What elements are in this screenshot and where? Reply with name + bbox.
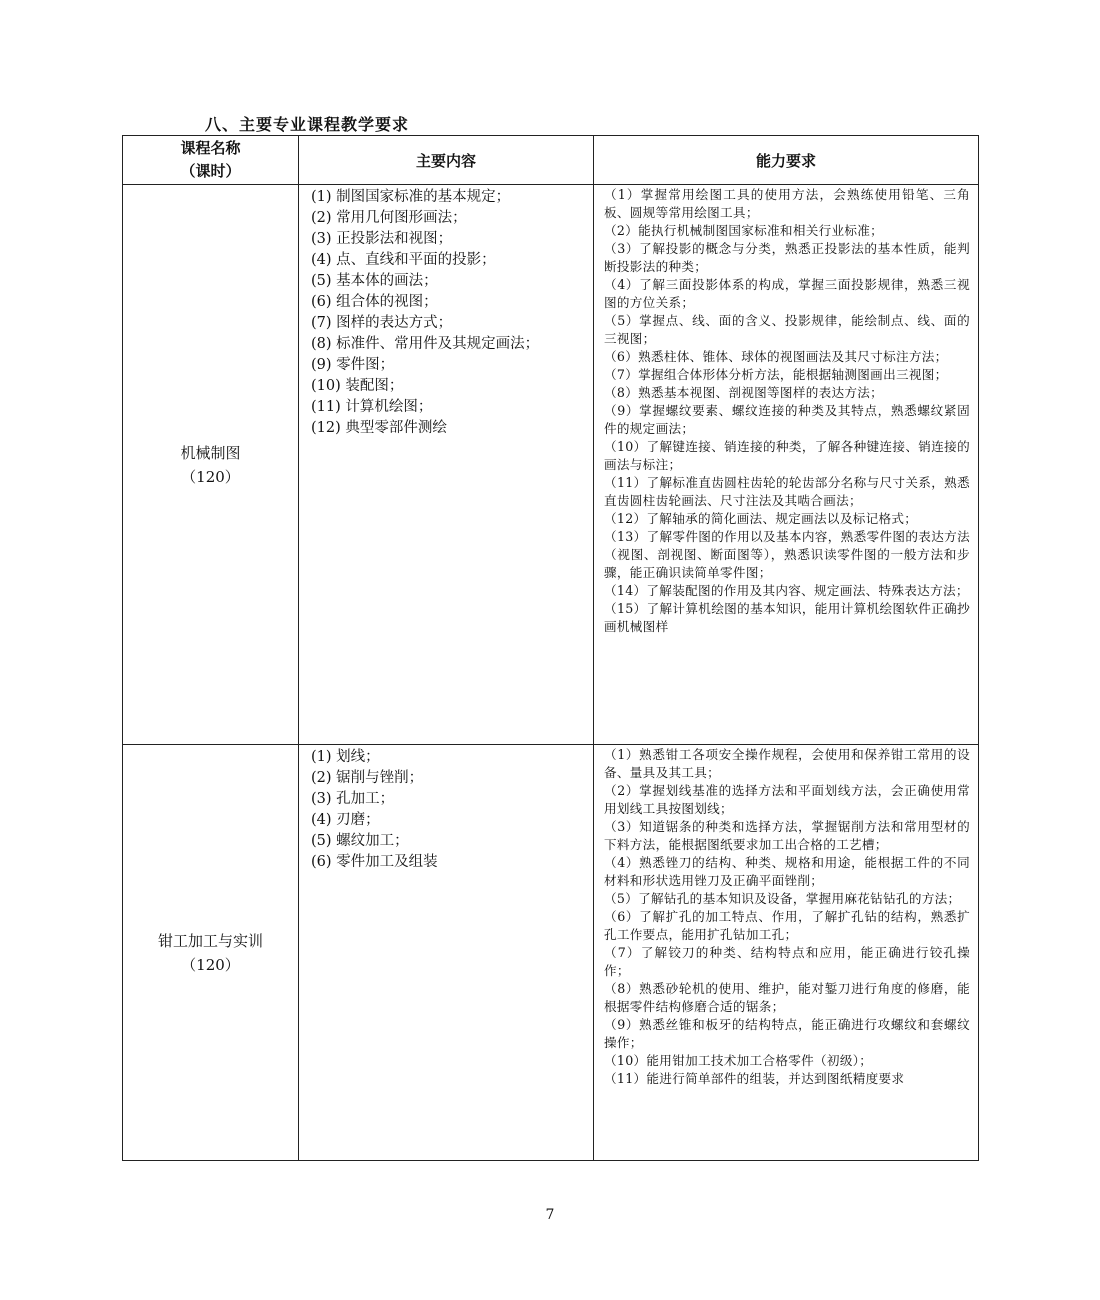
header-course-name-line1: 课程名称 — [180, 139, 241, 157]
ability-item: （10）了解键连接、销连接的种类，了解各种键连接、销连接的画法与标注； — [604, 439, 970, 472]
content-item: (11) 计算机绘图； — [311, 399, 433, 415]
ability-item: （5）掌握点、线、面的含义、投影规律，能绘制点、线、面的三视图； — [604, 313, 970, 346]
header-ability-requirements: 能力要求 — [594, 136, 979, 185]
header-course-name — [123, 136, 299, 185]
ability-item: （4）了解三面投影体系的构成，掌握三面投影规律，熟悉三视图的方位关系； — [604, 277, 970, 310]
main-content-cell — [299, 185, 594, 745]
content-item: (2) 常用几何图形画法； — [311, 210, 467, 226]
header-main-content: 主要内容 — [299, 136, 594, 185]
section-title: 八、主要专业课程教学要求 — [205, 115, 410, 134]
ability-item: （1）熟悉钳工各项安全操作规程，会使用和保养钳工常用的设备、量具及其工具； — [604, 747, 970, 780]
content-item: (3) 孔加工； — [311, 791, 395, 807]
ability-item: （1）掌握常用绘图工具的使用方法，会熟练使用铅笔、三角板、圆规等常用绘图工具； — [604, 187, 970, 220]
ability-item: （12）了解轴承的简化画法、规定画法以及标记格式； — [604, 511, 918, 526]
content-item: (6) 组合体的视图； — [311, 294, 438, 310]
ability-item: （10）能用钳加工技术加工合格零件（初级）； — [604, 1053, 873, 1068]
course-name-cell — [123, 185, 299, 745]
content-item: (3) 正投影法和视图； — [311, 231, 453, 247]
ability-item: （7）了解铰刀的种类、结构特点和应用，能正确进行铰孔操作； — [604, 945, 970, 978]
table-row — [123, 185, 979, 745]
ability-requirements-cell — [594, 185, 979, 745]
ability-item: （9）熟悉丝锥和板牙的结构特点，能正确进行攻螺纹和套螺纹操作； — [604, 1017, 970, 1050]
content-item: (12) 典型零部件测绘 — [311, 420, 447, 436]
ability-item: （9）掌握螺纹要素、螺纹连接的种类及其特点，熟悉螺纹紧固件的规定画法； — [604, 403, 970, 436]
content-item: (8) 标准件、常用件及其规定画法； — [311, 336, 540, 352]
ability-item: （3）了解投影的概念与分类，熟悉正投影法的基本性质，能判断投影法的种类； — [604, 241, 970, 274]
ability-requirements-cell — [594, 745, 979, 1161]
content-item: (5) 螺纹加工； — [311, 833, 409, 849]
content-item: (7) 图样的表达方式； — [311, 315, 453, 331]
content-item: (4) 点、直线和平面的投影； — [311, 252, 496, 268]
content-item: (2) 锯削与锉削； — [311, 770, 424, 786]
ability-item: （7）掌握组合体形体分析方法，能根据轴测图画出三视图； — [604, 367, 948, 382]
ability-item: （14）了解装配图的作用及其内容、规定画法、特殊表达方法； — [604, 583, 969, 598]
course-hours: （120） — [181, 467, 240, 486]
page-number: 7 — [545, 1207, 555, 1223]
ability-item: （2）能执行机械制图国家标准和相关行业标准； — [604, 223, 884, 238]
course-requirements-table — [122, 135, 979, 1161]
content-item: (10) 装配图； — [311, 378, 404, 394]
content-item: (6) 零件加工及组装 — [311, 854, 438, 870]
main-content-cell — [299, 745, 594, 1161]
ability-item: （13）了解零件图的作用以及基本内容，熟悉零件图的表达方法（视图、剖视图、断面图等），熟悉识读零件图的一般方法和步骤，能正确识读简单零件图； — [604, 529, 970, 580]
course-name: 机械制图 — [180, 443, 241, 462]
content-item: (4) 刃磨； — [311, 812, 380, 828]
ability-item: （2）掌握划线基准的选择方法和平面划线方法，会正确使用常用划线工具按图划线； — [604, 783, 970, 816]
ability-item: （8）熟悉基本视图、剖视图等图样的表达方法； — [604, 385, 884, 400]
ability-item: （11）能进行简单部件的组装，并达到图纸精度要求 — [604, 1071, 905, 1086]
table-header-row — [123, 136, 979, 185]
content-item: (1) 制图国家标准的基本规定； — [311, 189, 511, 205]
ability-item: （5）了解钻孔的基本知识及设备，掌握用麻花钻钻孔的方法； — [604, 891, 961, 906]
ability-item: （6）熟悉柱体、锥体、球体的视图画法及其尺寸标注方法； — [604, 349, 948, 364]
ability-item: （4）熟悉锉刀的结构、种类、规格和用途，能根据工件的不同材料和形状选用锉刀及正确平面锉削； — [604, 855, 970, 888]
course-name: 钳工加工与实训 — [157, 931, 263, 950]
content-item: (5) 基本体的画法； — [311, 273, 438, 289]
header-course-name-line2: （课时） — [180, 162, 241, 180]
ability-item: （3）知道锯条的种类和选择方法，掌握锯削方法和常用型材的下料方法，能根据图纸要求加工出合格的工艺槽； — [604, 819, 970, 852]
ability-item: （11）了解标准直齿圆柱齿轮的轮齿部分名称与尺寸关系，熟悉直齿圆柱齿轮画法、尺寸注法及其啮合画法； — [604, 475, 970, 508]
ability-item: （8）熟悉砂轮机的使用、维护，能对錾刀进行角度的修磨，能根据零件结构修磨合适的锯条； — [604, 981, 970, 1014]
course-hours: （120） — [181, 955, 240, 974]
table-row — [123, 745, 979, 1161]
ability-item: （15）了解计算机绘图的基本知识，能用计算机绘图软件正确抄画机械图样 — [604, 601, 970, 634]
ability-item: （6）了解扩孔的加工特点、作用，了解扩孔钻的结构，熟悉扩孔工作要点，能用扩孔钻加工孔； — [604, 909, 970, 942]
content-item: (9) 零件图； — [311, 357, 395, 373]
course-name-cell — [123, 745, 299, 1161]
content-item: (1) 划线； — [311, 749, 380, 765]
